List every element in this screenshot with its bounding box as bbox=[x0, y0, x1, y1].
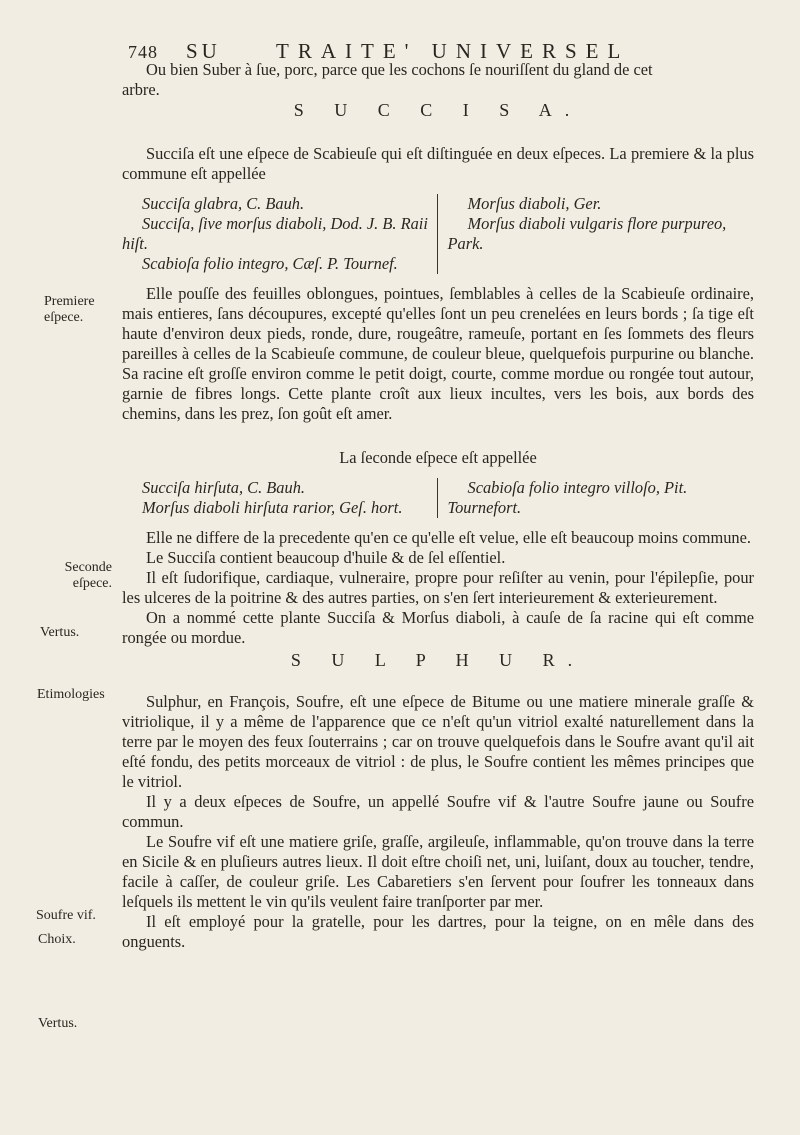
synonym-line: Succiſa, ſive morſus diaboli, Dod. J. B. Raii hiſt. bbox=[122, 214, 428, 253]
synonyms-right-column bbox=[438, 478, 755, 518]
margin-note-vertus-1: Vertus. bbox=[40, 625, 80, 640]
succisa-paragraph-1: Succiſa eſt une eſpece de Scabieuſe qui eſt diſtinguée en deux eſpeces. La premiere & la plus commune eſt appellée bbox=[122, 144, 754, 183]
succisa-paragraph-3: La ſeconde eſpece eſt appellée bbox=[339, 448, 537, 467]
margin-note-premiere: Premiere eſpece. bbox=[44, 294, 95, 325]
intro-line-1: Ou bien Suber à ſue, porc, parce que les cochons ſe nouriſſent du gland de cet bbox=[146, 60, 653, 79]
running-head: SU bbox=[186, 39, 221, 63]
margin-note-choix: Choix. bbox=[38, 932, 76, 947]
sulphur-paragraph-3: Le Soufre vif eſt une matiere griſe, graſſe, argileuſe, inflammable, qu'on trouve dans la terre en Sicile & en pluſieurs autres lieux. Il doit eſtre choiſi net, uni, luiſant, doux au toucher, tendre, facile à caſſer, de couleur griſe. Les Cabaretiers s'en ſervent pour ſoufrer les tonneaux dans leſquels ils mettent le vin qu'ils veulent faire tranſporter par mer. bbox=[122, 832, 754, 911]
margin-note-etimologies: Etimologies bbox=[37, 687, 105, 702]
sulphur-paragraph-1: Sulphur, en François, Soufre, eſt une eſpece de Bitume ou une matiere minerale graſſe & vitriolique, il y a même de l'apparence que ce n'eſt qu'un vitriol exalté naturellement dans la terre par le moyen des feux ſouterrains ; car on trouve quelquefois dans le Soufre avant qu'il ait eſté fondu, des petits morceaux de vitriol : de plus, le Soufre contient les mêmes principes que le vitriol. bbox=[122, 692, 754, 791]
section-title-sulphur: S U L P H U R. bbox=[290, 650, 586, 670]
main-text bbox=[122, 60, 754, 952]
page-number: 748 bbox=[128, 42, 158, 62]
succisa-paragraph-5: Le Succiſa contient beaucoup d'huile & de ſel eſſentiel. bbox=[146, 548, 506, 567]
synonyms-right-column bbox=[438, 194, 755, 274]
synonyms-block-2 bbox=[122, 478, 754, 518]
synonym-line: Morſus diaboli hirſuta rarior, Geſ. hort. bbox=[142, 498, 403, 517]
margin-note-soufre-vif: Soufre vif. bbox=[36, 908, 96, 923]
sulphur-paragraph-4: Il eſt employé pour la gratelle, pour les dartres, pour la teigne, on en mêle dans des onguents. bbox=[122, 912, 754, 951]
synonym-line: Scabioſa folio integro villoſo, Pit. Tournefort. bbox=[447, 478, 688, 517]
sulphur-paragraph-2: Il y a deux eſpeces de Soufre, un appellé Soufre vif & l'autre Soufre jaune ou Soufre commun. bbox=[122, 792, 754, 831]
succisa-paragraph-7: On a nommé cette plante Succiſa & Morſus diaboli, à cauſe de ſa racine qui eſt comme rongée ou mordue. bbox=[122, 608, 754, 647]
succisa-paragraph-4: Elle ne differe de la precedente qu'en ce qu'elle eſt velue, elle eſt beaucoup moins commune. bbox=[146, 528, 751, 547]
synonyms-left-column bbox=[122, 194, 438, 274]
succisa-paragraph-6: Il eſt ſudorifique, cardiaque, vulneraire, propre pour reſiſter au venin, pour l'épilepſie, pour les ulceres de la poitrine & des autres parties, on s'en ſert interieurement & exterieurement. bbox=[122, 568, 754, 607]
synonyms-left-column bbox=[122, 478, 438, 518]
synonym-line: Morſus diaboli vulgaris flore purpureo, Park. bbox=[447, 214, 727, 253]
succisa-paragraph-2: Elle pouſſe des feuilles oblongues, pointues, ſemblables à celles de la Scabieuſe ordinaire, mais entieres, ſans découpures, excepté qu'elles ſont un peu crenelées en leurs bords ; ſa tige eſt haute d'environ deux pieds, ronde, dure, rougeâtre, rameuſe, portant en ſes ſommets des fleurs pareilles à celles de la Scabieuſe commune, de couleur bleue, quelquefois purpurine ou blanche. Sa racine eſt groſſe environ comme le petit doigt, courte, comme mordue ou rongée tout autour, garnie de fibres longs. Cette plante croît aux lieux incultes, vers les bois, aux bords des chemins, dans les prez, ſon goût eſt amer. bbox=[122, 284, 754, 423]
section-title-succisa: S U C C I S A. bbox=[293, 100, 583, 120]
synonyms-block-1 bbox=[122, 194, 754, 274]
intro-line-2: arbre. bbox=[122, 80, 160, 99]
synonym-line: Morſus diaboli, Ger. bbox=[467, 194, 602, 213]
margin-note-seconde: Seconde eſpece. bbox=[64, 560, 112, 591]
book-title: TRAITE' UNIVERSEL bbox=[276, 39, 630, 63]
margin-note-vertus-2: Vertus. bbox=[38, 1016, 78, 1031]
synonym-line: Succiſa glabra, C. Bauh. bbox=[142, 194, 305, 213]
synonym-line: Scabioſa folio integro, Cæſ. P. Tournef. bbox=[142, 254, 398, 273]
synonym-line: Succiſa hirſuta, C. Bauh. bbox=[142, 478, 305, 497]
